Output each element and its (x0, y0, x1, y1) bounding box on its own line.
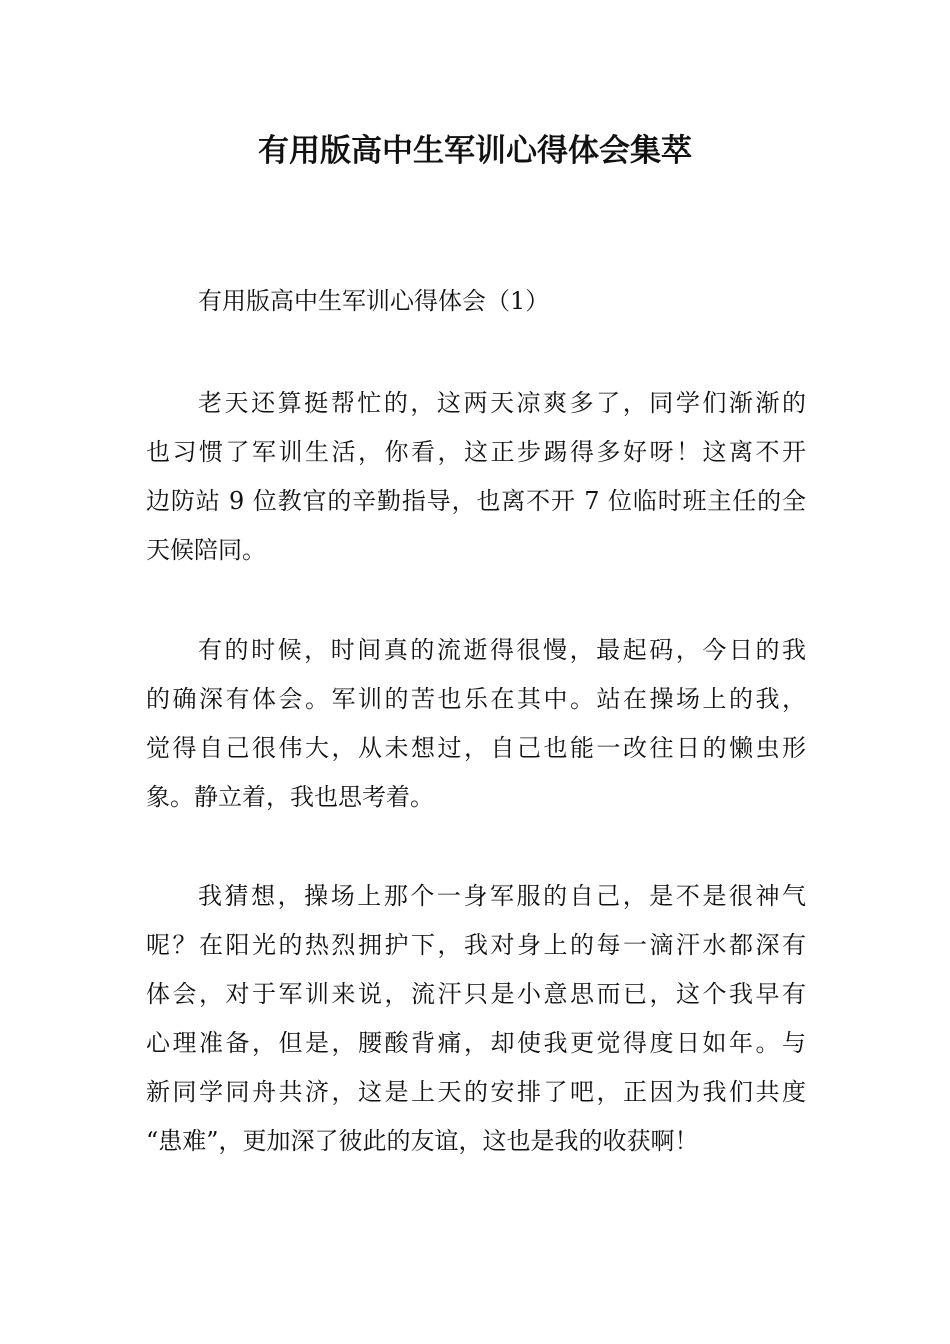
paragraph (146, 872, 806, 1166)
paragraph-line: 老天还算挺帮忙的，这两天凉爽多了，同学们渐渐的 (198, 389, 806, 417)
section-heading: 有用版高中生军训心得体会（1） (198, 287, 550, 315)
paragraph-line: 呢？在阳光的热烈拥护下，我对身上的每一滴汗水都深有 (146, 931, 806, 959)
document-title: 有用版高中生军训心得体会集萃 (258, 133, 692, 169)
paragraph-line: 新同学同舟共济，这是上天的安排了吧，正因为我们共度 (146, 1078, 806, 1106)
paragraph (146, 379, 806, 575)
paragraph-line: 天候陪同。 (146, 536, 266, 564)
paragraph-line: 象。静立着，我也思考着。 (146, 783, 434, 811)
paragraph-line: 觉得自己很伟大，从未想过，自己也能一改往日的懒虫形 (146, 734, 806, 762)
paragraph-line: 我猜想，操场上那个一身军服的自己，是不是很神气 (198, 882, 806, 910)
paragraph (146, 626, 806, 822)
paragraph-line: 边防站 9 位教官的辛勤指导，也离不开 7 位临时班主任的全 (146, 487, 806, 515)
paragraph-line: 有的时候，时间真的流逝得很慢，最起码，今日的我 (198, 636, 806, 664)
paragraph-line: 也习惯了军训生活，你看，这正步踢得多好呀！这离不开 (146, 438, 806, 466)
paragraph-line: 的确深有体会。军训的苦也乐在其中。站在操场上的我， (146, 685, 806, 713)
paragraph-line: “患难”，更加深了彼此的友谊，这也是我的收获啊！ (146, 1127, 699, 1155)
paragraph-line: 体会，对于军训来说，流汗只是小意思而已，这个我早有 (146, 980, 806, 1008)
paragraph-line: 心理准备，但是，腰酸背痛，却使我更觉得度日如年。与 (146, 1029, 806, 1057)
